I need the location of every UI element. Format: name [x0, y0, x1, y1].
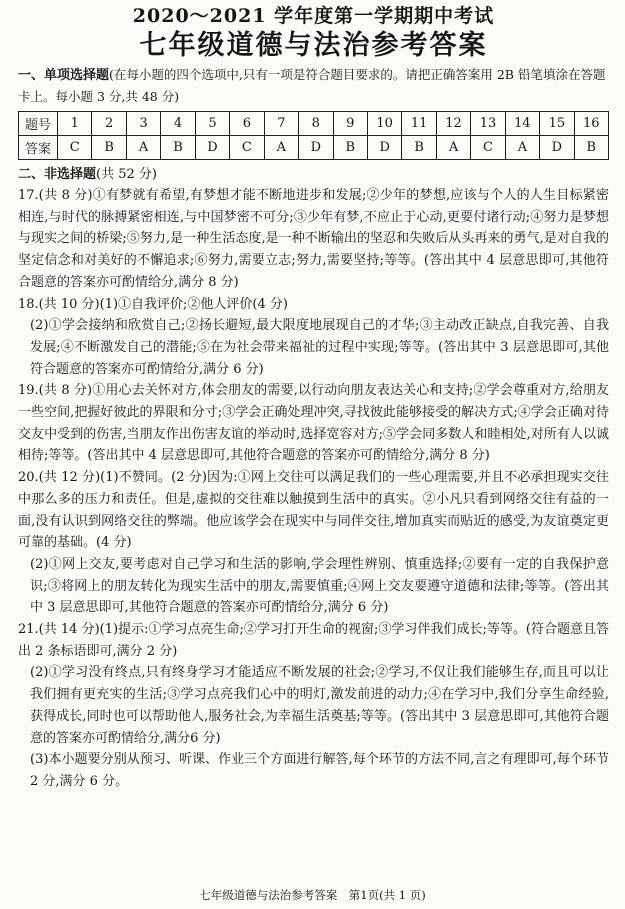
section2-heading: 二、非选择题	[18, 167, 97, 182]
question-number: 15	[540, 112, 574, 136]
section2-points: (共 52 分)	[96, 167, 157, 182]
answer-cell: D	[367, 136, 401, 160]
section2-header	[18, 164, 609, 185]
exam-title: 2020～2021 学年度第一学期期中考试	[132, 5, 495, 27]
question-number: 14	[505, 112, 539, 136]
question-number: 8	[299, 112, 333, 136]
question-number: 4	[161, 112, 195, 136]
q21-part3: (3)本小题要分别从预习、听课、作业三个方面进行解答,每个环节的方法不同,言之有理即可,每个环节 2 分,满分 6 分。	[30, 752, 609, 789]
question-number: 3	[126, 112, 160, 136]
answer-cell: C	[58, 136, 92, 160]
answer-cell: B	[92, 136, 126, 160]
q18-part2: (2)①学会接纳和欣赏自己;②扬长避短,最大限度地展现自己的才华;③主动改正缺点,自我完善、自我发展;④不断激发自己的潜能;⑤在为社会带来福祉的过程中实现;等等。(答出其中 3 层意思即可,其他符合题意的答案亦可酌情给分,满分 6 分)	[30, 318, 609, 377]
row-label-numbers: 题号	[19, 112, 58, 136]
q19-answer: 19.(共 8 分)①用心去关怀对方,体会朋友的需要,以行动向朋友表达关心和支持;②学会尊重对方,给朋友一些空间,把握好彼此的界限和分寸;③学会正确处理冲突,寻找彼此能够接受的解决方式;④学会正确对待交友中受到的伤害,当朋友作出伤害友谊的举动时,选择宽容对方;⑤学会同多数人和睦相处,对所有人以诚相待;等等。(答出其中 4 层意思即可,其他符合题意的答案亦可酌情给分,满分 8 分)	[18, 383, 609, 464]
answer-table-answer-row	[19, 136, 609, 160]
answer-cell: A	[436, 136, 470, 160]
answer-cell: D	[299, 136, 333, 160]
page-footer: 七年级道德与法治参考答案 第1页(共 1 页)	[199, 888, 426, 902]
row-label-answers: 答案	[19, 136, 58, 160]
question-number: 5	[195, 112, 229, 136]
answer-cell: D	[540, 136, 574, 160]
answer-cell: C	[230, 136, 264, 160]
question-number: 11	[402, 112, 436, 136]
answer-table	[18, 111, 609, 160]
question-number: 16	[574, 112, 608, 136]
section1-header	[18, 64, 609, 108]
answer-cell: B	[402, 136, 436, 160]
answer-cell: B	[574, 136, 608, 160]
question-number: 9	[333, 112, 367, 136]
question-number: 12	[436, 112, 470, 136]
answer-cell: A	[505, 136, 539, 160]
q21-part1: 21.(共 14 分)(1)提示:①学习点亮生命;②学习打开生命的视窗;③学习伴我们成长;等等。(符合题意且答出 2 条标语即可,满分 2 分)	[18, 622, 609, 659]
answer-key-title: 七年级道德与法治参考答案	[139, 30, 488, 61]
q20-part2: (2)①网上交友,要考虑对自己学习和生活的影响,学会理性辨别、慎重选择;②要有一定的自我保护意识;③将网上的朋友转化为现实生活中的朋友,需要慎重;④网上交友要遵守道德和法律;等等。(答出其中 3 层意思即可,其他符合题意的答案亦可酌情给分,满分 6 分)	[30, 556, 609, 616]
answer-cell: A	[126, 136, 160, 160]
answer-cell: B	[333, 136, 367, 160]
answer-table-number-row	[19, 112, 609, 136]
q20-part1: 20.(共 12 分)(1)不赞同。(2 分)因为:①网上交往可以满足我们的一些心理需要,并且不必承担现实交往中那么多的压力和责任。但是,虚拟的交往难以触摸到生活中的真实。②小凡只看到网络交往有益的一面,没有认识到网络交往的弊端。他应该学会在现实中与同伴交往,增加真实而贴近的感受,为友谊奠定更可靠的基础。(4 分)	[18, 470, 609, 551]
q17-answer: 17.(共 8 分)①有梦就有希望,有梦想才能不断地进步和发展;②少年的梦想,应该与个人的人生目标紧密相连,与时代的脉搏紧密相连,与中国梦密不可分;③少年有梦,不应止于心动,更要付诸行动;④努力是梦想与现实之间的桥梁;⑤努力,是一种生活态度,是一种不断输出的坚忍和失败后从头再来的勇气,是对自我的坚定信念和对美好的不懈追求;⑥努力,需要立志;努力,需要坚持;等等。(答出其中 4 层意思即可,其他符合题意的答案亦可酌情给分,满分 8 分)	[18, 188, 609, 290]
section1-heading: 一、单项选择题	[18, 68, 110, 83]
answer-cell: A	[264, 136, 298, 160]
q21-part2: (2)①学习没有终点,只有终身学习才能适应不断发展的社会;②学习,不仅让我们能够生存,而且可以让我们拥有更充实的生活;③学习点亮我们心中的明灯,激发前进的动力;④在学习中,我们分享生命经验,获得成长,同时也可以帮助他人,服务社会,为幸福生活奠基;等等。(答出其中 3 层意思即可,其他符合题意的答案亦可酌情给分,满分6 分)	[30, 665, 609, 746]
question-number: 7	[264, 112, 298, 136]
question-number: 1	[58, 112, 92, 136]
question-number: 13	[471, 112, 505, 136]
question-number: 10	[367, 112, 401, 136]
q18-part1: 18.(共 10 分)(1)①自我评价;②他人评价(4 分)	[18, 296, 288, 312]
question-number: 2	[92, 112, 126, 136]
answer-cell: C	[471, 136, 505, 160]
answer-cell: B	[161, 136, 195, 160]
section1-instruction: (在每小题的四个选项中,只有一项是符合题目要求的。请把正确答案用 2B 铅笔填涂在答题卡上。每小题 3 分,共 48 分)	[18, 67, 606, 104]
answer-cell: D	[195, 136, 229, 160]
question-number: 6	[230, 112, 264, 136]
